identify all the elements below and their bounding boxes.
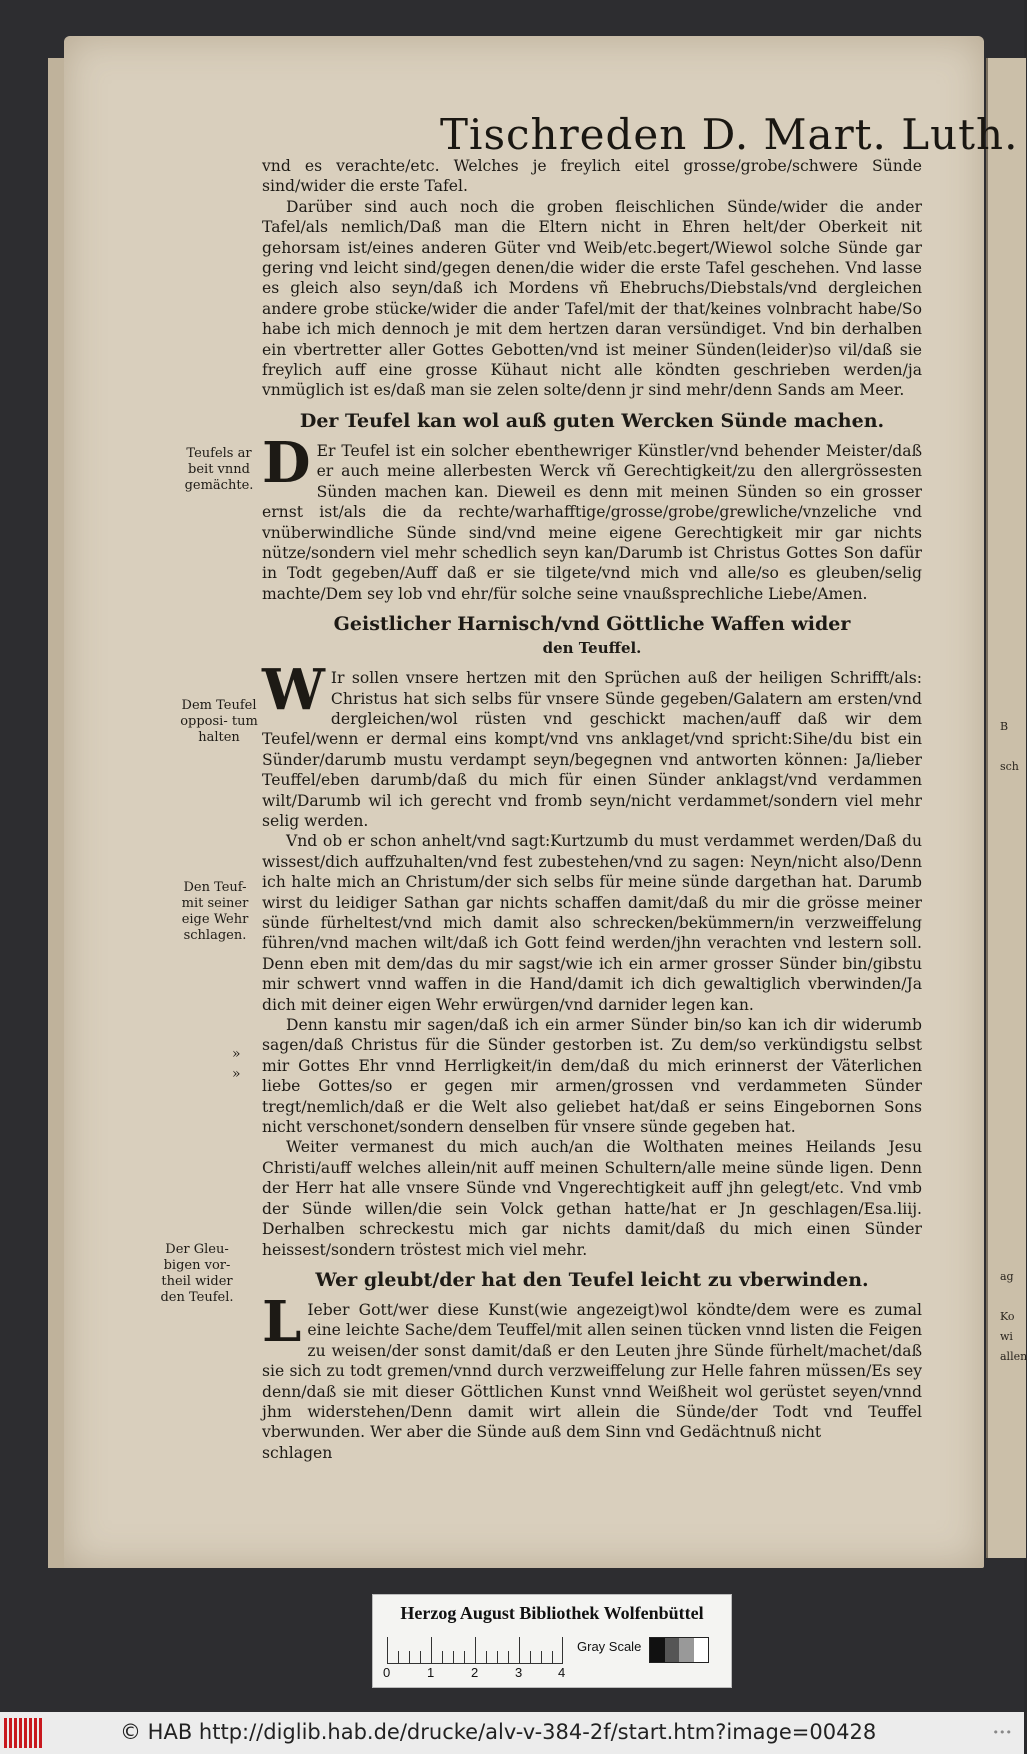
facing-page-fragment: wi	[1000, 1330, 1013, 1343]
drop-cap-initial: L	[262, 1288, 302, 1355]
hab-logo-icon	[4, 1718, 44, 1748]
section-heading	[262, 612, 922, 660]
margin-note: Teufels ar beit vnnd gemächte.	[184, 446, 254, 493]
section-heading-sub: den Teuffel.	[542, 639, 642, 658]
ruler-number: 4	[558, 1665, 566, 1680]
gray-scale-swatch	[649, 1637, 709, 1663]
quote-mark: »	[232, 1066, 241, 1082]
section-heading-text: Der Teufel kan wol auß guten Wercken Sünde machen.	[299, 409, 885, 432]
ruler-number: 3	[515, 1665, 523, 1680]
paragraph-text: Ir sollen vnsere hertzen mit den Sprüchen auß der heiligen Schrifft/als: Christus hat sich selbs für vnsere Sünde gegeben/Galatern am ersten/vnd dergleichen/wol rüsten vnd geschickt machen/auff daß wir dem Teufel/wenn er dermal eins kompt/vnd vns anklaget/vnd spricht:Sihe/du bist ein Sünder/darumb mustu verdampt seyn/begegnen vnd antworten können: Ja/lieber Teuffel/eben darumb/daß du mich für einen Sünder anklagst/vnd verdammen wilt/Darumb wil ich gerecht vnd fromb seyn/nicht verdammet/sondern viel mehr selig werden.	[262, 669, 922, 830]
library-name: Herzog August Bibliothek Wolfenbüttel	[400, 1603, 704, 1623]
margin-note: Dem Teufel opposi- tum halten	[180, 698, 258, 745]
section-heading	[262, 1268, 922, 1292]
facing-page-fragment: B	[1000, 720, 1009, 733]
margin-note: Der Gleu- bigen vor- theil wider den Teufel.	[160, 1242, 234, 1305]
paragraph	[262, 429, 922, 604]
margin-note: Den Teuf- mit seiner eige Wehr schlagen.	[181, 880, 249, 943]
paragraph: Denn kanstu mir sagen/daß ich ein armer Sünder bin/so kan ich dir widerumb sagen/daß Christus für die Sünder gestorben ist. Zu dem/so verkündigstu selbst mir Gottes Ehr vnnd Herrligkeit/in dem/daß du mich erinnerst der Väterlichen liebe Gottes/so er gegen mir armen/grossen vnd verdammeten Sünder tregt/nemlich/daß er die Welt also geliebet hat/daß er seins Eingebornen Sons nicht verschonet/sondern denselben für vnsere sünde gegeben hat.	[262, 1016, 922, 1137]
catchword: schlagen	[262, 1443, 333, 1462]
ruler-number: 2	[471, 1665, 479, 1680]
scale-ruler	[387, 1637, 563, 1664]
section-heading-text: Geistlicher Harnisch/vnd Göttliche Waffen wider	[333, 613, 851, 636]
section-heading-text: Wer gleubt/der hat den Teufel leicht zu vberwinden.	[315, 1268, 869, 1291]
facing-page-fragment: sch	[1000, 760, 1019, 773]
ruler-number: 1	[427, 1665, 435, 1680]
quote-mark: »	[232, 1046, 241, 1062]
section-heading	[262, 409, 922, 433]
paragraph: Darüber sind auch noch die groben fleischlichen Sünde/wider die ander Tafel/als nemlich/Daß man die Eltern nicht in Ehren helt/der Oberkeit nit gehorsam ist/eines anderen Güter vnd Weib/etc.begert/Wiewol solche Sünde gar gering vnd leicht sind/gegen denen/die wider die erste Tafel geschehen. Vnd lasse es gleich also seyn/daß ich Mordens vñ Ehebruchs/Diebstals/vnd dergleichen andere grobe stücke/wider die ander Tafel/mit der that/keines volnbracht habe/So habe ich mich dennoch je mit dem hertzen daran versündiget. Vnd bin derhalben ein vbertretter aller Gottes Gebotten/vnd ist meiner Sünden(leider)so vil/daß sie freylich auff eine grosse Kühaut nicht alle köndten geschrieben werden/ja vnmüglich ist es/daß man sie zelen solte/denn jr sind mehr/denn Sands am Meer.	[262, 197, 922, 400]
paragraph-text: Ieber Gott/wer diese Kunst(wie angezeigt)wol köndte/dem were es zumal eine leichte Sache/dem Teuffel/mit allen seinen tücken vnnd listen die Feigen zu weisen/der sonst damit/daß er den Leuten jhre Sünde fürhelt/machet/daß sie sich zu todt gremen/vnnd durch verzweiffelung zur Helle fahren müssen/Es sey denn/daß sie mit dieser Göttlichen Kunst vnnd Weißheit wol gerüstet seyen/vnnd jhm widerstehen/Denn damit wirt allein die Sünde/der Todt vnd Teuffel vberwunden. Wer aber die Sünde auß dem Sinn vnd Gedächtnuß nicht	[262, 1300, 922, 1442]
facing-page-fragment: Ko	[1000, 1310, 1015, 1323]
running-head: Tischreden D. Mart. Luth.	[440, 110, 1019, 159]
paragraph: Weiter vermanest du mich auch/an die Wolthaten meines Heilands Jesu Christi/auff welches allein/nit auff meinen Schultern/alle meine sünde ligen. Denn der Herr hat alle vnsere Sünde vnd Vngerechtigkeit auff jhn gelegt/etc. Vnd vmb der Sünde willen/die sein Volck gethan hatte/hat er Jn geschlagen/Esa.liij. Derhalben schreckestu mich gar nichts damit/daß du mich einen Sünder heissest/sondern tröstest mich viel mehr.	[262, 1138, 922, 1259]
facing-page-fragment: ag	[1000, 1270, 1014, 1283]
page-body	[262, 156, 922, 1463]
paragraph	[262, 657, 922, 831]
drop-cap-initial: D	[262, 429, 311, 496]
color-card	[372, 1594, 732, 1688]
paragraph: vnd es verachte/etc. Welches je freylich eitel grosse/grobe/schwere Sünde sind/wider die erste Tafel.	[262, 157, 922, 196]
gray-scale-label: Gray Scale	[577, 1639, 642, 1654]
drop-cap-initial: W	[262, 657, 325, 724]
paragraph	[262, 1288, 922, 1443]
footer-dots: •••	[992, 1726, 1012, 1739]
paragraph-text: Er Teufel ist ein solcher ebenthewriger Künstler/vnd behender Meister/daß er auch meine allerbesten Werck vñ Gerechtigkeit/zu den allergrössesten Sünden machen kan. Dieweil es denn mit meinen Sünden so ein grosser ernst ist/als die da rechte/warhafftige/grosse/grobe/grewliche/vnzeliche vnd vnüberwindliche Sünde sind/vnd meine eigene Gerechtigkeit mir gar nichts nütze/sondern viel mehr schedlich seyn kan/Darumb ist Christus Gottes Son dafür in Todt gegeben/Auff daß er sie tilgete/vnd mich vnd alle/so es gleuben/selig machte/Dem sey lob vnd ehr/für solche seine vnaußsprechliche Liebe/Amen.	[262, 441, 922, 603]
facing-page-fragment: allen	[1000, 1350, 1027, 1363]
copyright-url: © HAB http://diglib.hab.de/drucke/alv-v-384-2f/start.htm?image=00428	[120, 1720, 877, 1744]
footer-bar	[0, 1712, 1024, 1754]
paragraph: Vnd ob er schon anhelt/vnd sagt:Kurtzumb du must verdammet werden/Daß du wissest/dich auffzuhalten/vnd fest zubestehen/vnd zu sagen: Neyn/nicht also/Denn ich halte mich an Christum/der sich selbs für meine sünde dargethan hat. Darumb wirst du leidiger Sathan gar nichts schaffen damit/daß du mir die grösse meiner sünde fürheltest/vnd mich damit also schrecken/bekümmern/in verzweiffelung führen/vnd machen wilt/daß ich Gott feind werden/jhn verachten vnd lestern soll. Denn eben mit dem/das du mir sagst/wie ich ein armer grosser Sünder bin/gibstu mir schwert vnnd waffen in die Hand/damit ich dich gewaltiglich vberwinden/Ja dich mit deiner eigen Wehr erwürgen/vnd darnider legen kan.	[262, 832, 922, 1014]
ruler-number: 0	[383, 1665, 391, 1680]
